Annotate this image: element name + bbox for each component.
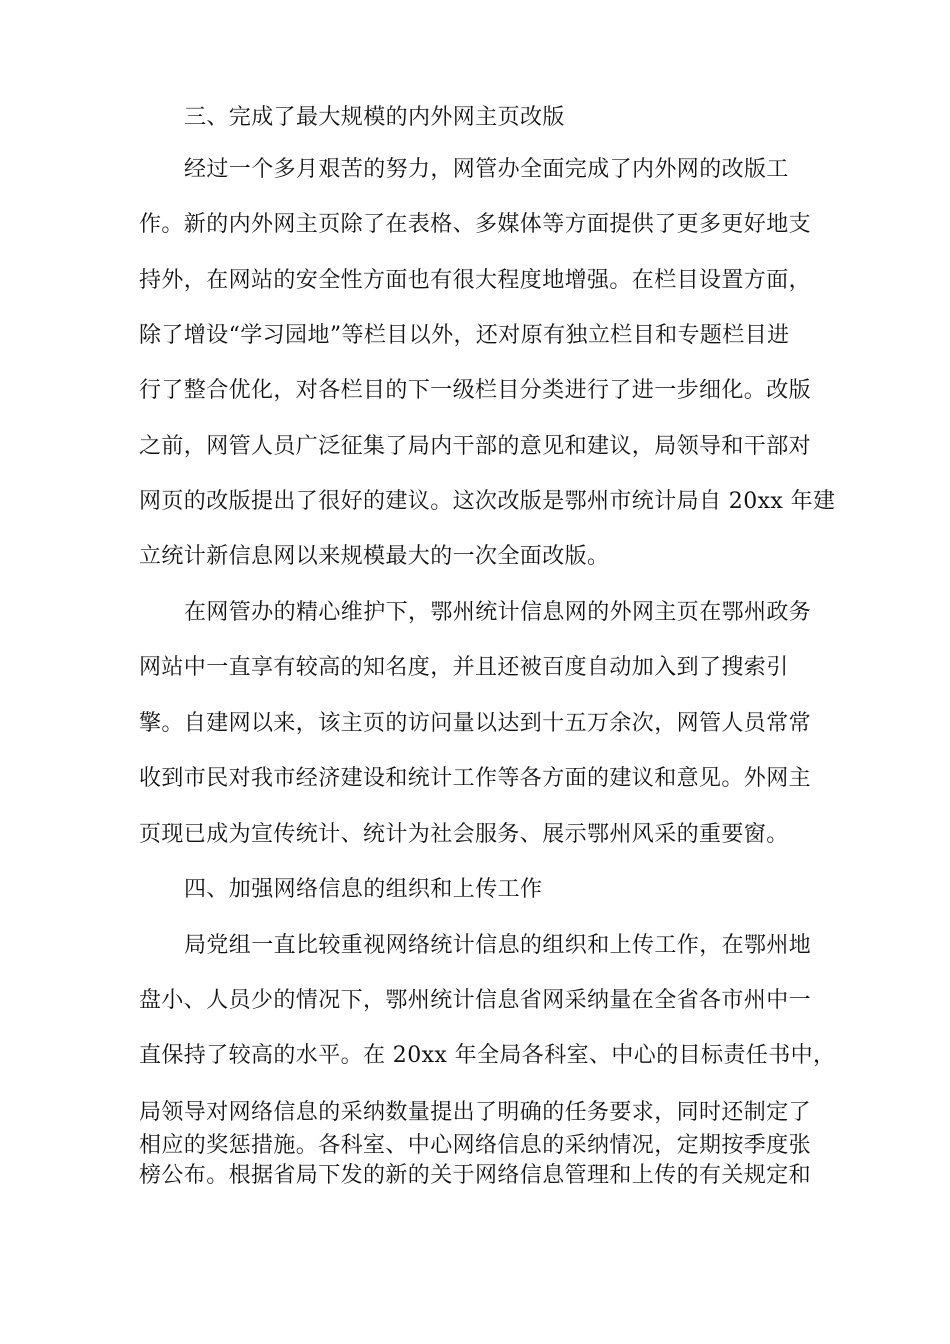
paragraph-line: 之前，网管人员广泛征集了局内干部的意见和建议，局领导和干部对	[139, 434, 812, 459]
paragraph-line: 网站中一直享有较高的知名度，并且还被百度自动加入到了搜索引	[139, 655, 789, 680]
paragraph-line: 立统计新信息网以来规模最大的一次全面改版。	[139, 544, 610, 569]
paragraph-line: 网页的改版提出了很好的建议。这次改版是鄂州市统计局自 20xx 年建	[139, 489, 836, 514]
section-heading-3: 三、完成了最大规模的内外网主页改版	[184, 105, 565, 130]
paragraph-line: 经过一个多月艰苦的努力，网管办全面完成了内外网的改版工	[184, 157, 789, 182]
paragraph-line: 除了增设“学习园地”等栏目以外，还对原有独立栏目和专题栏目进	[139, 323, 790, 348]
paragraph-line: 相应的奖惩措施。各科室、中心网络信息的采纳情况，定期按季度张	[139, 1133, 812, 1158]
paragraph-line: 直保持了较高的水平。在 20xx 年全局各科室、中心的目标责任书中，	[139, 1043, 836, 1068]
paragraph-line: 页现已成为宣传统计、统计为社会服务、展示鄂州风采的重要窗。	[139, 822, 789, 847]
paragraph-line: 局党组一直比较重视网络统计信息的组织和上传工作，在鄂州地	[184, 933, 812, 958]
paragraph-line: 持外，在网站的安全性方面也有很大程度地增强。在栏目设置方面，	[139, 268, 812, 293]
paragraph-line: 行了整合优化，对各栏目的下一级栏目分类进行了进一步细化。改版	[139, 378, 812, 403]
section-heading-4: 四、加强网络信息的组织和上传工作	[184, 877, 543, 902]
paragraph-line: 盘小、人员少的情况下，鄂州统计信息省网采纳量在全省各市州中一	[139, 988, 812, 1013]
paragraph-line: 作。新的内外网主页除了在表格、多媒体等方面提供了更多更好地支	[139, 212, 812, 237]
paragraph-line: 收到市民对我市经济建设和统计工作等各方面的建议和意见。外网主	[139, 766, 812, 791]
paragraph-line: 榜公布。根据省局下发的新的关于网络信息管理和上传的有关规定和	[139, 1163, 812, 1188]
paragraph-line: 在网管办的精心维护下，鄂州统计信息网的外网主页在鄂州政务	[184, 600, 812, 625]
paragraph-line: 擎。自建网以来，该主页的访问量以达到十五万余次，网管人员常常	[139, 711, 812, 736]
paragraph-line: 局领导对网络信息的采纳数量提出了明确的任务要求，同时还制定了	[139, 1100, 812, 1125]
